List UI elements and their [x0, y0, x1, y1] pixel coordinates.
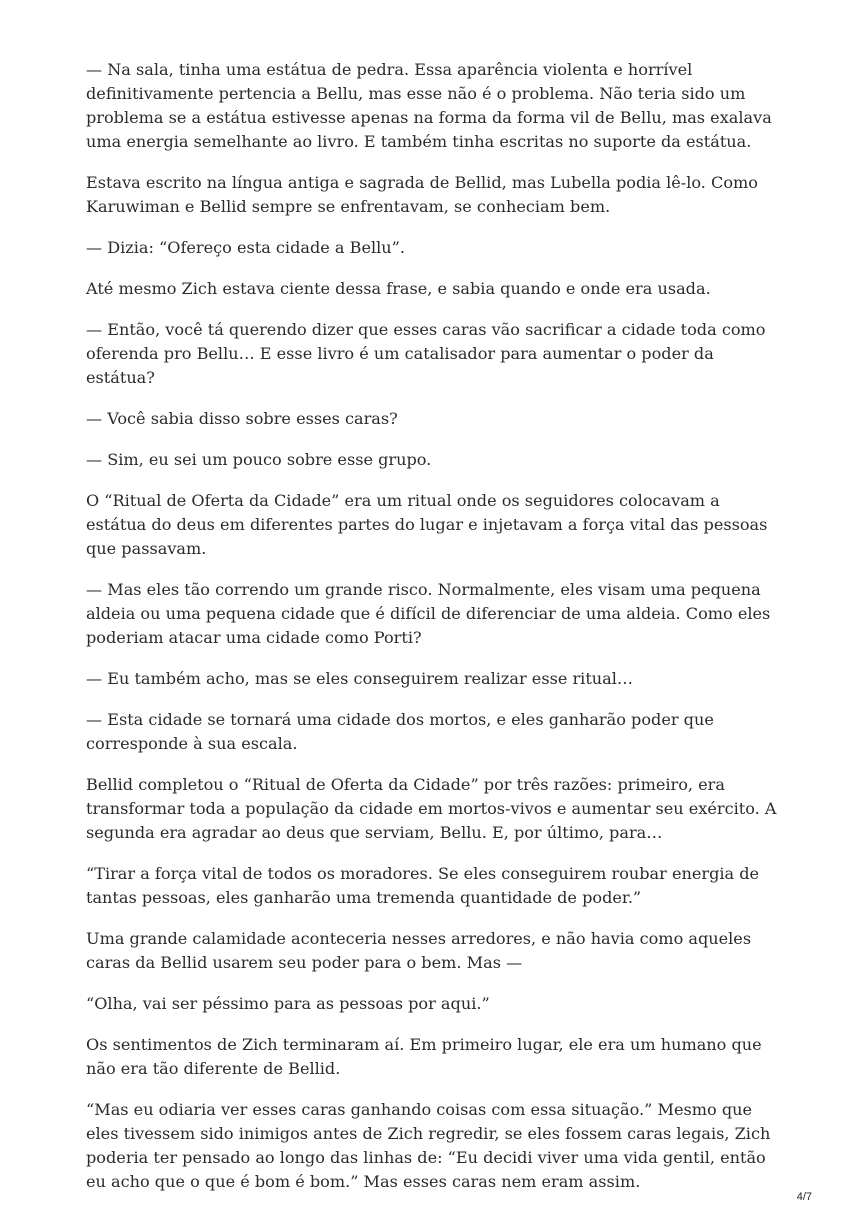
paragraph: — Na sala, tinha uma estátua de pedra. Essa aparência violenta e horrível definitivamente pertencia a Bellu, mas esse não é o problema. Não teria sido um problema se a estátua estivesse apenas na forma da forma vil de Bellu, mas exalava uma energia semelhante ao livro. E também tinha escritas no suporte da estátua. [86, 60, 772, 151]
paragraph: Até mesmo Zich estava ciente dessa frase, e sabia quando e onde era usada. [86, 279, 711, 298]
paragraph: O “Ritual de Oferta da Cidade” era um ritual onde os seguidores colocavam a estátua do deus em diferentes partes do lugar e injetavam a força vital das pessoas que passavam. [86, 491, 768, 558]
paragraph: — Dizia: “Ofereço esta cidade a Bellu”. [86, 238, 405, 257]
paragraph: Os sentimentos de Zich terminaram aí. Em primeiro lugar, ele era um humano que não era tão diferente de Bellid. [86, 1035, 762, 1078]
document-body [86, 58, 784, 1211]
paragraph: “Tirar a força vital de todos os moradores. Se eles conseguirem roubar energia de tantas pessoas, eles ganharão uma tremenda quantidade de poder.” [86, 864, 760, 907]
paragraph: — Sim, eu sei um pouco sobre esse grupo. [86, 450, 432, 469]
paragraph: — Você sabia disso sobre esses caras? [86, 409, 398, 428]
paragraph: — Eu também acho, mas se eles conseguirem realizar esse ritual… [86, 669, 633, 688]
paragraph: “Mas eu odiaria ver esses caras ganhando coisas com essa situação.” Mesmo que eles tivessem sido inimigos antes de Zich regredir, se eles fossem caras legais, Zich poderia ter pensado ao longo das linhas de: “Eu decidi viver uma vida gentil, então eu acho que o que é bom é bom.” Mas esses caras nem eram assim. [86, 1100, 771, 1191]
page-number: 4/7 [796, 1191, 812, 1203]
paragraph: “Olha, vai ser péssimo para as pessoas por aqui.” [86, 994, 490, 1013]
paragraph: Bellid completou o “Ritual de Oferta da Cidade” por três razões: primeiro, era transformar toda a população da cidade em mortos-vivos e aumentar seu exército. A segunda era agradar ao deus que serviam, Bellu. E, por último, para… [86, 775, 777, 842]
paragraph: — Mas eles tão correndo um grande risco. Normalmente, eles visam uma pequena aldeia ou uma pequena cidade que é difícil de diferenciar de uma aldeia. Como eles poderiam atacar uma cidade como Porti? [86, 580, 771, 647]
paragraph: Uma grande calamidade aconteceria nesses arredores, e não havia como aqueles caras da Bellid usarem seu poder para o bem. Mas — [86, 929, 752, 972]
paragraph: — Então, você tá querendo dizer que esses caras vão sacrificar a cidade toda como oferenda pro Bellu… E esse livro é um catalisador para aumentar o poder da estátua? [86, 320, 766, 387]
paragraph: Estava escrito na língua antiga e sagrada de Bellid, mas Lubella podia lê-lo. Como Karuwiman e Bellid sempre se enfrentavam, se conheciam bem. [86, 173, 758, 216]
paragraph: — Esta cidade se tornará uma cidade dos mortos, e eles ganharão poder que corresponde à sua escala. [86, 710, 714, 753]
